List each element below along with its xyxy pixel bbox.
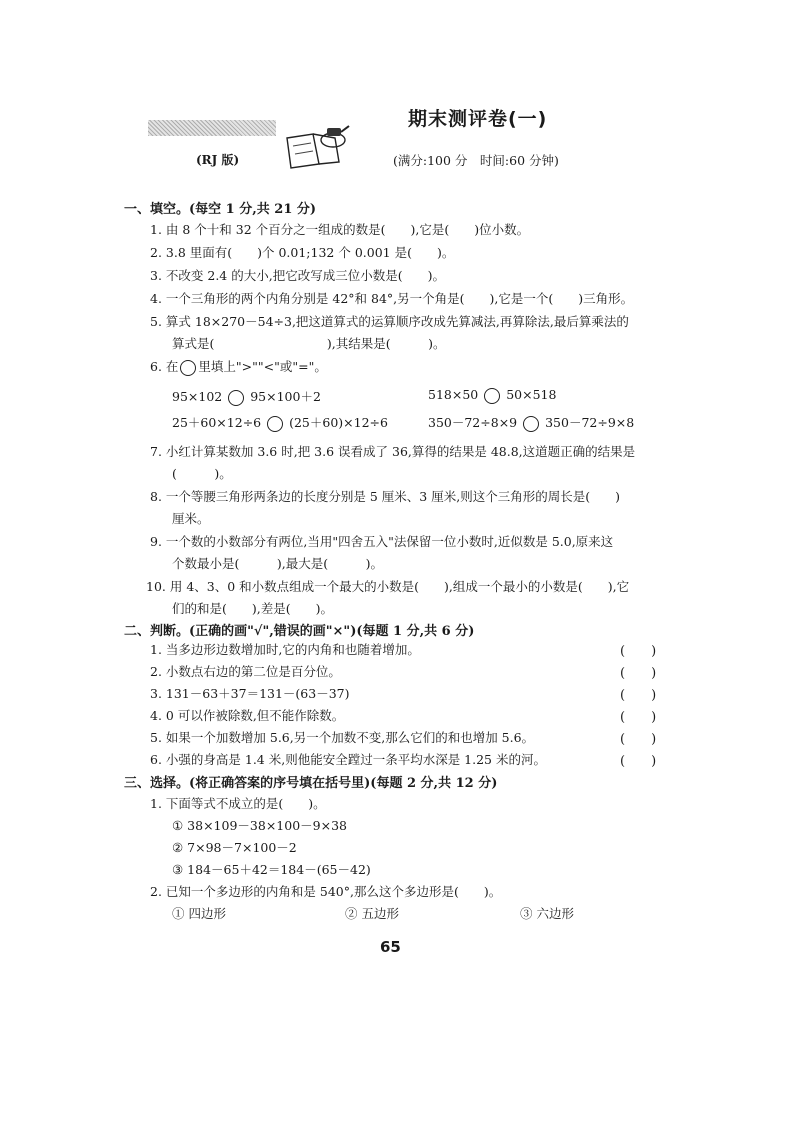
question-1-5-line2: 算式是( ),其结果是( )。 — [172, 336, 446, 351]
question-1-6-prefix: 6. 在 — [150, 359, 179, 374]
judge-item-5: 5. 如果一个加数增加 5.6,另一个加数不变,那么它们的和也增加 5.6。 — [150, 730, 535, 745]
question-1-10-line1: 10. 用 4、3、0 和小数点组成一个最大的小数是( ),组成一个最小的小数是( ),它 — [146, 579, 630, 594]
question-1-6 — [150, 357, 327, 376]
section-1-heading: 一、填空。(每空 1 分,共 21 分) — [124, 202, 317, 217]
compare-d-circle[interactable] — [523, 416, 539, 432]
compare-a-circle[interactable] — [228, 390, 244, 406]
judge-item-3: 3. 131－63＋37＝131－(63－37) — [150, 686, 350, 701]
compare-item-b — [428, 387, 556, 404]
compare-circle-icon — [180, 360, 196, 376]
choice-2-option-3[interactable]: ③ 六边形 — [520, 906, 574, 921]
compare-item-a — [172, 387, 321, 406]
judge-bracket-5[interactable]: ( ) — [620, 732, 657, 747]
section-2-heading: 二、判断。(正确的画"√",错误的画"×")(每题 1 分,共 6 分) — [124, 624, 475, 639]
question-1-5-line1: 5. 算式 18×270－54÷3,把这道算式的运算顺序改成先算减法,再算除法,最后算乘法的 — [150, 314, 629, 329]
section-3-heading: 三、选择。(将正确答案的序号填在括号里)(每题 2 分,共 12 分) — [124, 776, 498, 791]
edition-label: (RJ 版) — [196, 153, 240, 167]
question-1-6-suffix: 里填上">""<"或"="。 — [198, 359, 327, 374]
book-illustration-icon — [283, 124, 353, 170]
score-info: (满分:100 分 时间:60 分钟) — [393, 153, 559, 168]
judge-bracket-6[interactable]: ( ) — [620, 754, 657, 769]
question-1-10-line2: 们的和是( ),差是( )。 — [172, 601, 333, 616]
question-1-9-line2: 个数最小是( ),最大是( )。 — [172, 556, 383, 571]
choice-1-option-3[interactable]: ③ 184－65＋42＝184－(65－42) — [172, 862, 371, 877]
page-title: 期末测评卷(一) — [408, 108, 548, 130]
judge-item-4: 4. 0 可以作被除数,但不能作除数。 — [150, 708, 345, 723]
compare-c-circle[interactable] — [267, 416, 283, 432]
compare-a-left: 95×102 — [172, 389, 223, 404]
question-1-4: 4. 一个三角形的两个内角分别是 42°和 84°,另一个角是( ),它是一个( )三角形。 — [150, 291, 634, 306]
question-1-9-line1: 9. 一个数的小数部分有两位,当用"四舍五入"法保留一位小数时,近似数是 5.0,原来这 — [150, 534, 614, 549]
choice-2-option-2[interactable]: ② 五边形 — [345, 906, 399, 921]
compare-d-right: 350－72÷9×8 — [545, 415, 635, 430]
question-1-3: 3. 不改变 2.4 的大小,把它改写成三位小数是( )。 — [150, 268, 445, 283]
judge-bracket-1[interactable]: ( ) — [620, 644, 657, 659]
compare-b-left: 518×50 — [428, 387, 479, 402]
compare-d-left: 350－72÷8×9 — [428, 415, 518, 430]
judge-bracket-2[interactable]: ( ) — [620, 666, 657, 681]
compare-b-right: 50×518 — [506, 387, 557, 402]
choice-question-2: 2. 已知一个多边形的内角和是 540°,那么这个多边形是( )。 — [150, 884, 502, 899]
choice-question-1: 1. 下面等式不成立的是( )。 — [150, 796, 326, 811]
compare-item-c — [172, 413, 388, 432]
question-1-8-line2: 厘米。 — [172, 511, 210, 526]
question-1-1: 1. 由 8 个十和 32 个百分之一组成的数是( ),它是( )位小数。 — [150, 222, 530, 237]
judge-item-2: 2. 小数点右边的第二位是百分位。 — [150, 664, 341, 679]
question-1-7-line1: 7. 小红计算某数加 3.6 时,把 3.6 误看成了 36,算得的结果是 48.8,这道题正确的结果是 — [150, 444, 636, 459]
judge-item-6: 6. 小强的身高是 1.4 米,则他能安全蹚过一条平均水深是 1.25 米的河。 — [150, 752, 546, 767]
choice-1-option-1[interactable]: ① 38×109－38×100－9×38 — [172, 818, 347, 833]
question-1-7-line2: ( )。 — [172, 466, 232, 481]
scan-noise-decoration — [148, 120, 276, 136]
compare-a-right: 95×100＋2 — [250, 389, 321, 404]
compare-item-d — [428, 413, 634, 432]
judge-bracket-4[interactable]: ( ) — [620, 710, 657, 725]
compare-c-left: 25＋60×12÷6 — [172, 415, 262, 430]
compare-b-circle[interactable] — [484, 388, 500, 404]
compare-c-right: (25＋60)×12÷6 — [289, 415, 388, 430]
page-number: 65 — [380, 938, 401, 956]
judge-item-1: 1. 当多边形边数增加时,它的内角和也随着增加。 — [150, 642, 420, 657]
question-1-8-line1: 8. 一个等腰三角形两条边的长度分别是 5 厘米、3 厘米,则这个三角形的周长是( ) — [150, 489, 620, 504]
question-1-2: 2. 3.8 里面有( )个 0.01;132 个 0.001 是( )。 — [150, 245, 455, 260]
choice-2-option-1[interactable]: ① 四边形 — [172, 906, 226, 921]
choice-1-option-2[interactable]: ② 7×98－7×100－2 — [172, 840, 297, 855]
judge-bracket-3[interactable]: ( ) — [620, 688, 657, 703]
